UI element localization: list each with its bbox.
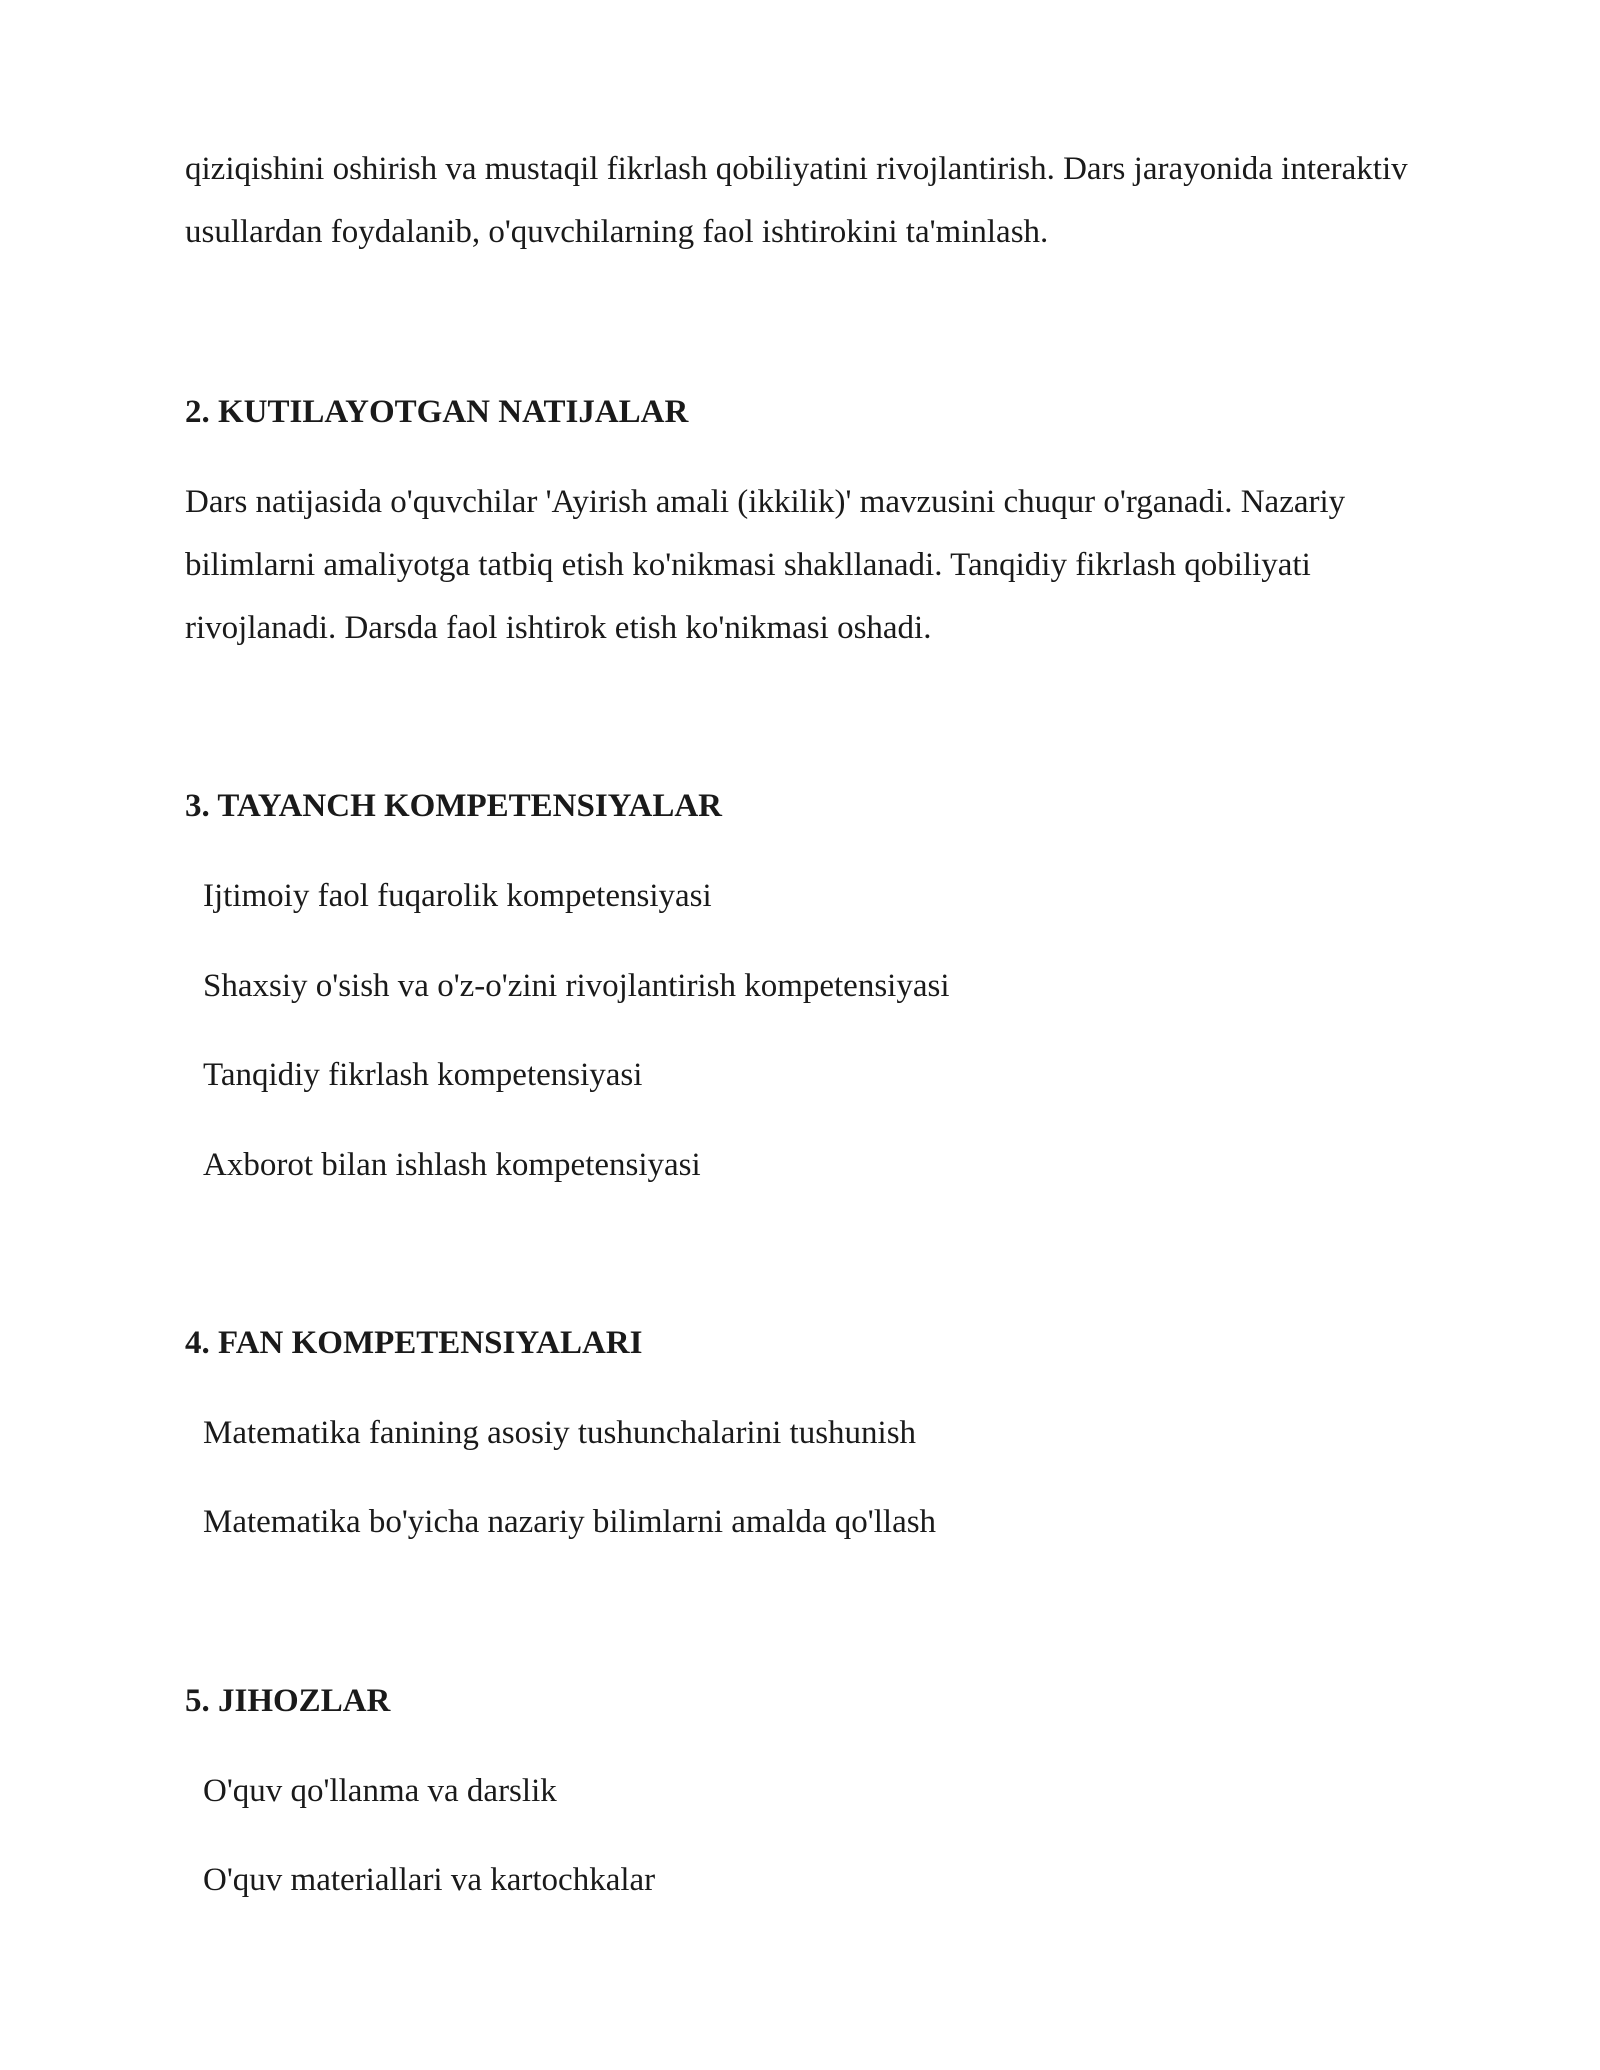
list-item: O'quv materiallari va kartochkalar: [203, 1862, 656, 1898]
intro-paragraph: qiziqishini oshirish va mustaqil fikrlash qobiliyatini rivojlantirish. Dars jarayonida interaktiv usullardan foydalanib, o'quvchilarning faol ishtirokini ta'minlash.: [185, 151, 1408, 250]
list-item: Shaxsiy o'sish va o'z-o'zini rivojlantirish kompetensiyasi: [203, 968, 950, 1004]
section-heading-equipment: 5. JIHOZLAR: [185, 1683, 391, 1719]
section-heading-subject-competencies: 4. FAN KOMPETENSIYALARI: [185, 1325, 643, 1361]
section-heading-core-competencies: 3. TAYANCH KOMPETENSIYALAR: [185, 788, 722, 824]
list-item: Ijtimoiy faol fuqarolik kompetensiyasi: [203, 878, 712, 914]
list-item: O'quv qo'llanma va darslik: [203, 1773, 557, 1809]
list-item: Matematika fanining asosiy tushunchalarini tushunish: [203, 1415, 917, 1451]
expected-results-paragraph: Dars natijasida o'quvchilar 'Ayirish amali (ikkilik)' mavzusini chuqur o'rganadi. Nazariy bilimlarni amaliyotga tatbiq etish ko'nikmasi shakllanadi. Tanqidiy fikrlash qobiliyati rivojlanadi. Darsda faol ishtirok etish ko'nikmasi oshadi.: [185, 484, 1346, 646]
list-item: Tanqidiy fikrlash kompetensiyasi: [203, 1057, 643, 1093]
section-heading-expected-results: 2. KUTILAYOTGAN NATIJALAR: [185, 394, 689, 430]
list-item: Matematika bo'yicha nazariy bilimlarni amalda qo'llash: [203, 1504, 937, 1540]
list-item: Axborot bilan ishlash kompetensiyasi: [203, 1147, 701, 1183]
